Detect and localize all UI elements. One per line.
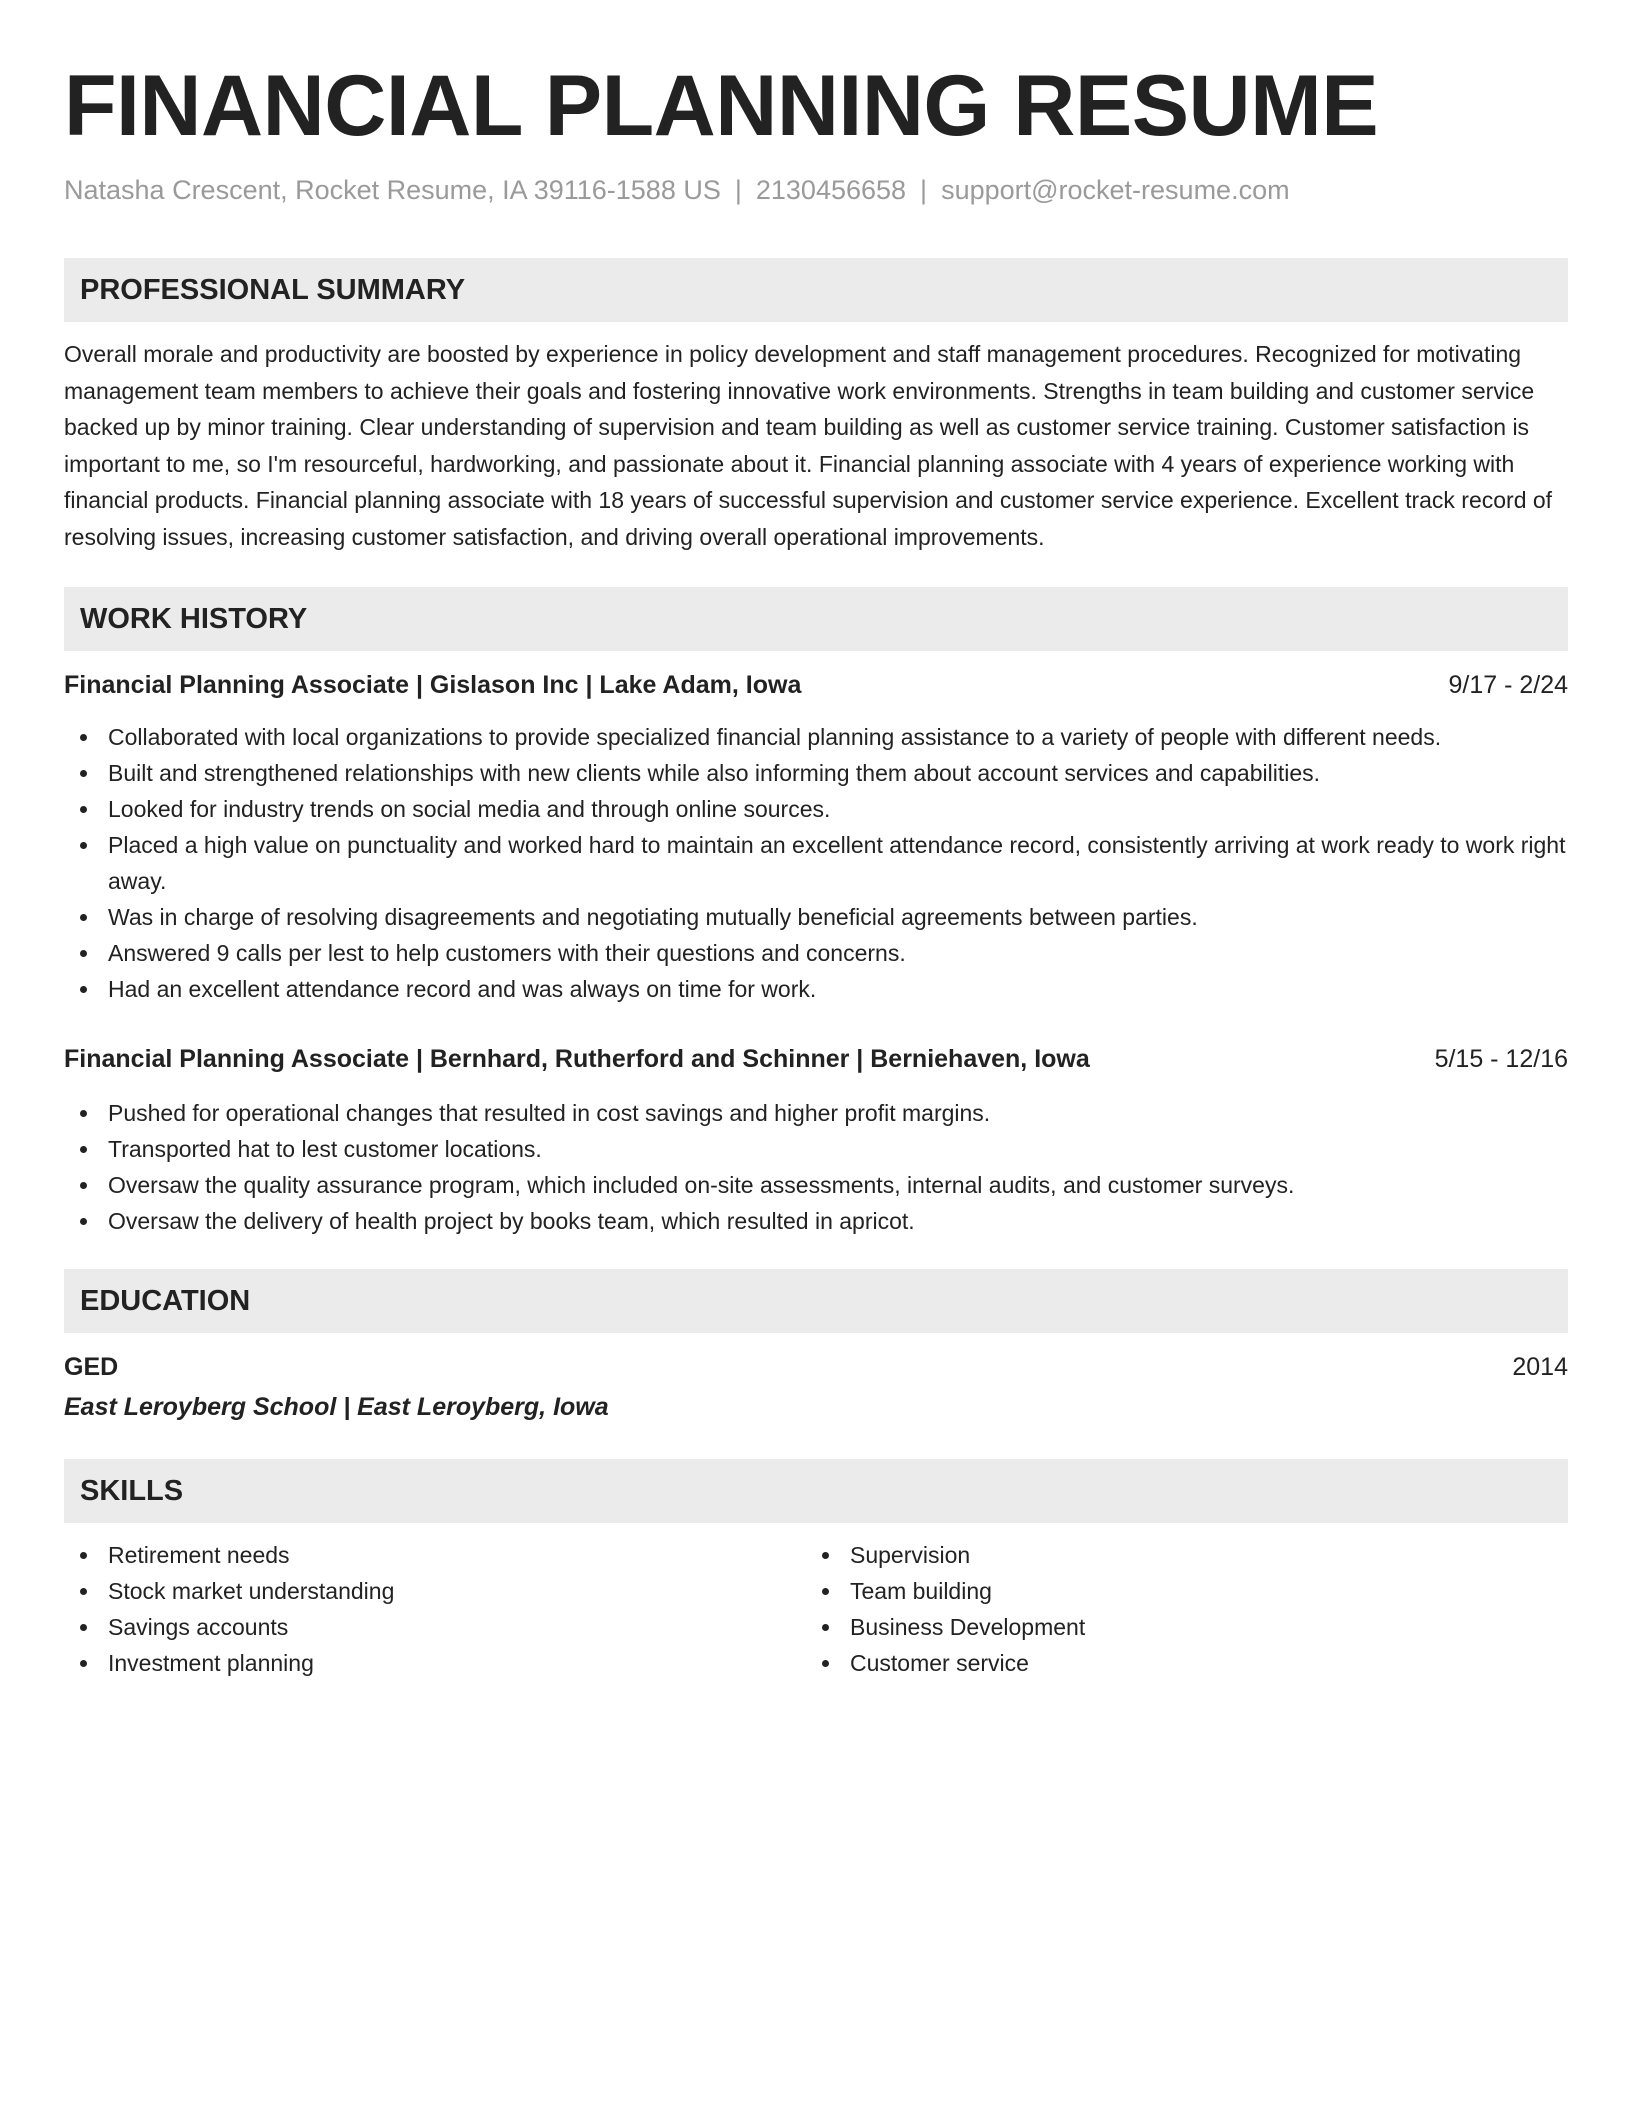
summary-text: Overall morale and productivity are boosted by experience in policy development and staff management procedures. Recognized for motivating management team members to achieve their goals and fostering innovative work environments. Strengths in team building and customer service backed up by minor training. Clear understanding of supervision and team building as well as customer service training. Customer satisfaction is important to me, so I'm resourceful, hardworking, and passionate about it. Financial planning associate with 4 years of experience working with financial products. Financial planning associate with 18 years of successful supervision and customer service experience. Excellent track record of resolving issues, increasing customer satisfaction, and driving overall operational improvements. [64, 341, 1553, 550]
section-header-skills: SKILLS [64, 1459, 1568, 1523]
job-entry [64, 1041, 1568, 1239]
education-school: East Leroyberg School | East Leroyberg, Iowa [64, 1393, 609, 1421]
job-title: Financial Planning Associate | Bernhard, Rutherford and Schinner | Berniehaven, Iowa [64, 1045, 1090, 1073]
job-bullets [64, 1095, 1568, 1239]
skill-item: Savings accounts [64, 1609, 806, 1645]
job-bullet: Answered 9 calls per lest to help customers with their questions and concerns. [64, 935, 1568, 971]
section-header-summary: PROFESSIONAL SUMMARY [64, 258, 1568, 322]
contact-phone: 2130456658 [755, 175, 907, 205]
contact-email: support@rocket-resume.com [941, 175, 1290, 205]
education-entry [64, 1347, 1568, 1427]
education-header [64, 1347, 1568, 1387]
job-header [64, 667, 1568, 703]
job-bullet: Built and strengthened relationships with new clients while also informing them about account services and capabilities. [64, 755, 1568, 791]
contact-separator: | [920, 175, 928, 205]
skills-list [64, 1537, 1568, 1681]
job-entry [64, 667, 1568, 1007]
section-header-education: EDUCATION [64, 1269, 1568, 1333]
skills-column-left [64, 1537, 806, 1681]
skill-item: Stock market understanding [64, 1573, 806, 1609]
skill-item: Team building [806, 1573, 1548, 1609]
skill-item: Retirement needs [64, 1537, 806, 1573]
job-bullets [64, 719, 1568, 1007]
skill-item: Investment planning [64, 1645, 806, 1681]
skill-item: Business Development [806, 1609, 1548, 1645]
contact-address: Natasha Crescent, Rocket Resume, IA 39116-1588 US [64, 175, 721, 205]
education-degree: GED [64, 1353, 119, 1381]
resume-title: FINANCIAL PLANNING RESUME [64, 58, 1379, 154]
skill-item: Supervision [806, 1537, 1548, 1573]
job-bullet: Oversaw the quality assurance program, which included on-site assessments, internal audits, and customer surveys. [64, 1167, 1568, 1203]
contact-separator: | [734, 175, 742, 205]
job-dates: 9/17 - 2/24 [1448, 671, 1568, 699]
contact-line [64, 172, 1568, 208]
education-year: 2014 [1512, 1353, 1568, 1381]
job-dates: 5/15 - 12/16 [1434, 1045, 1568, 1073]
job-title: Financial Planning Associate | Gislason Inc | Lake Adam, Iowa [64, 671, 802, 699]
resume-page [64, 0, 1568, 1681]
skills-column-right [806, 1537, 1548, 1681]
job-bullet: Oversaw the delivery of health project by books team, which resulted in apricot. [64, 1203, 1568, 1239]
section-header-work-history: WORK HISTORY [64, 587, 1568, 651]
skill-item: Customer service [806, 1645, 1548, 1681]
job-bullet: Looked for industry trends on social media and through online sources. [64, 791, 1568, 827]
job-bullet: Was in charge of resolving disagreements and negotiating mutually beneficial agreements between parties. [64, 899, 1568, 935]
job-bullet: Had an excellent attendance record and was always on time for work. [64, 971, 1568, 1007]
job-header [64, 1041, 1568, 1077]
job-bullet: Placed a high value on punctuality and worked hard to maintain an excellent attendance record, consistently arriving at work ready to work right away. [64, 827, 1568, 899]
job-bullet: Pushed for operational changes that resulted in cost savings and higher profit margins. [64, 1095, 1568, 1131]
job-bullet: Transported hat to lest customer locations. [64, 1131, 1568, 1167]
job-bullet: Collaborated with local organizations to provide specialized financial planning assistance to a variety of people with different needs. [64, 719, 1568, 755]
